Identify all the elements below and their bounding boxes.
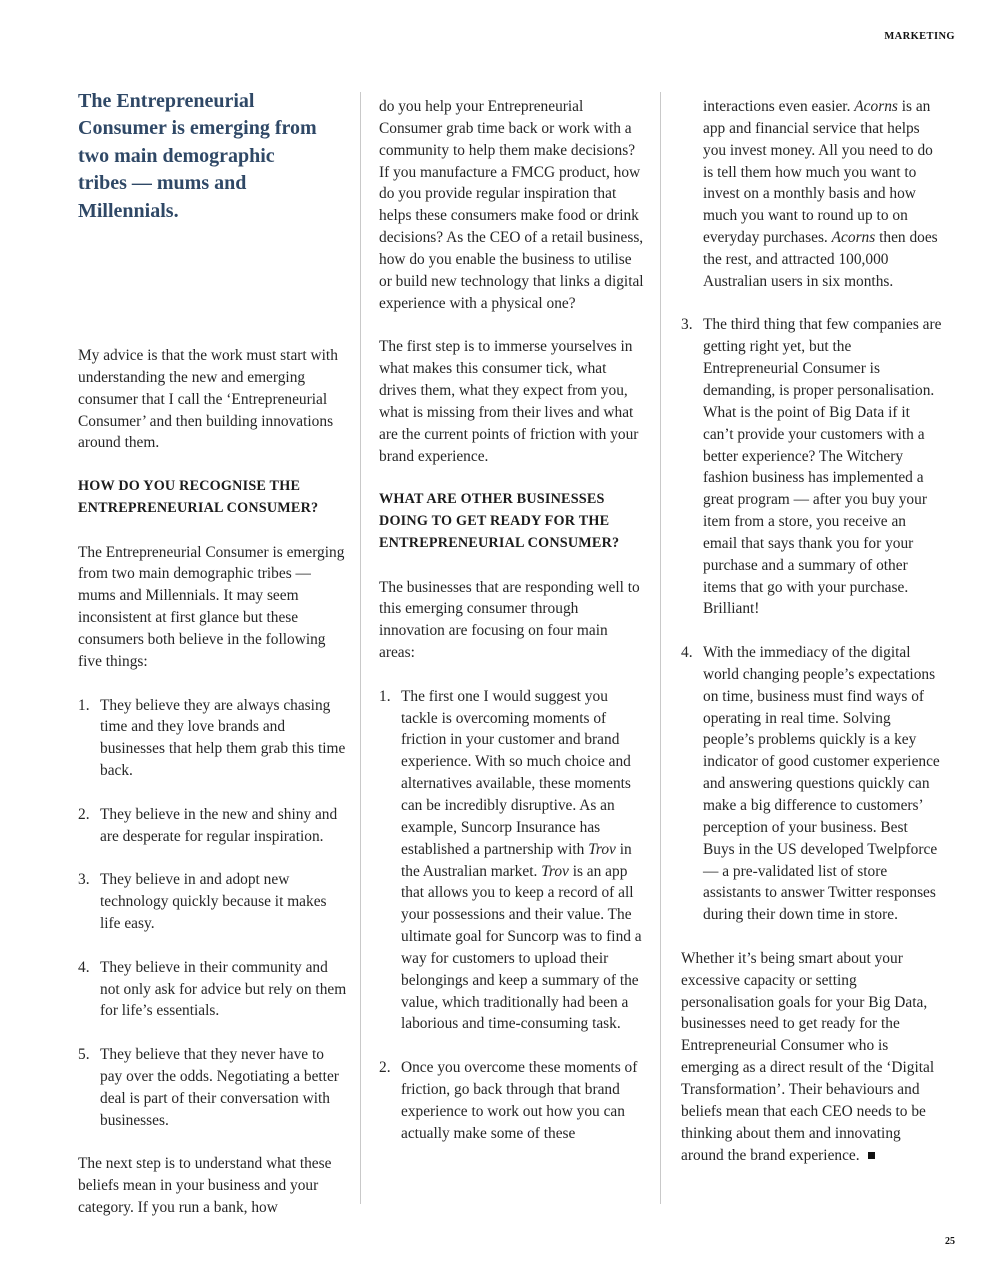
- list-item-text: They believe in and adopt new technology quickly because it makes life easy.: [100, 871, 327, 932]
- list-item: [379, 686, 647, 1036]
- body-paragraph: The next step is to understand what these beliefs mean in your business and your category. If you run a bank, how: [78, 1155, 332, 1216]
- list-number: 2.: [379, 1059, 391, 1077]
- list-item: [681, 642, 943, 926]
- list-number: 1.: [379, 687, 391, 705]
- list-item-text: With the immediacy of the digital world changing people’s expectations on time, business must find ways of operating in real time. Solving people’s problems quickly is a key indicator of good customer experience and answering questions quickly can make a big difference to customers’ perception of your business. Best Buys in the US developed Twelpforce — a pre-validated list of store assistants to answer Twitter responses during their down time in store.: [703, 644, 940, 924]
- list-item: [681, 96, 943, 293]
- article-column-3: [681, 96, 943, 1166]
- list-item: [78, 1044, 348, 1131]
- emphasis: Trov: [588, 840, 616, 858]
- closing-paragraph: [681, 948, 943, 1166]
- list-item: [78, 957, 348, 1023]
- list-item: [78, 869, 348, 935]
- emphasis: Trov: [541, 862, 569, 880]
- end-of-article-mark: [868, 1152, 875, 1159]
- page-number: 25: [945, 1236, 955, 1247]
- list-item-text: They believe in the new and shiny and are desperate for regular inspiration.: [100, 805, 338, 845]
- list-item-text: Once you overcome these moments of friction, go back through that brand experience to work out how you can actually make some of these: [401, 1059, 638, 1142]
- body-paragraph: do you help your Entrepreneurial Consumer grab time back or work with a community to help them make decisions? If you manufacture a FMCG product, how do you provide regular inspiration that helps these consumers make food or drink decisions? As the CEO of a retail business, how do you enable the business to utilise or build new technology that links a digital experience with a physical one?: [379, 98, 644, 312]
- body-paragraph: The first step is to immerse yourselves in what makes this consumer tick, what drives them, what they expect from you, what is missing from their lives and what are the current points of friction with your brand experience.: [379, 338, 639, 465]
- list-number: 2.: [78, 805, 90, 823]
- body-paragraph: The businesses that are responding well to this emerging consumer through innovation are focusing on four main areas:: [379, 578, 640, 662]
- list-number: 3.: [78, 871, 90, 889]
- list-item-text: The first one I would suggest you tackle is overcoming moments of friction in your customer and brand experience. With so much choice and alternatives available, these moments can be incredibly disruptive. As an example, Suncorp Insurance has established a partnership with Trov in the Australian market. Trov is an app that allows you to keep a record of all your possessions and their value. The ultimate goal for Suncorp was to find a way for customers to upload their belongings and keep a summary of the value, which traditionally had been a laborious and time-consuming task.: [401, 687, 642, 1033]
- list-item-text: They believe that they never have to pay over the odds. Negotiating a better deal is part of their conversation with businesses.: [100, 1046, 339, 1129]
- section-heading: WHAT ARE OTHER BUSINESSES DOING TO GET READY FOR THE ENTREPRENEURIAL CONSUMER?: [379, 491, 620, 551]
- list-number: 1.: [78, 696, 90, 714]
- column-divider: [660, 92, 661, 1204]
- list-item: [78, 804, 348, 848]
- list-number: 4.: [681, 644, 693, 662]
- section-label: MARKETING: [884, 31, 955, 42]
- list-item-text: They believe they are always chasing time and they love brands and businesses that help them grab this time back.: [100, 696, 346, 780]
- list-number: 5.: [78, 1046, 90, 1064]
- focus-areas-list: [379, 686, 647, 1145]
- section-heading: HOW DO YOU RECOGNISE THE ENTREPRENEURIAL CONSUMER?: [78, 478, 319, 516]
- list-item: [681, 314, 943, 620]
- list-number: 3.: [681, 316, 693, 334]
- emphasis: Acorns: [854, 98, 898, 115]
- list-item-text: They believe in their community and not only ask for advice but rely on them for life’s essentials.: [100, 958, 347, 1020]
- closing-text: Whether it’s being smart about your excessive capacity or setting personalisation goals for your Big Data, businesses need to get ready for the Entrepreneurial Consumer who is emerging as a direct result of the ‘Digital Transformation’. Their behaviours and beliefs mean that each CEO needs to be thinking about them and innovating around the brand experience.: [681, 949, 935, 1164]
- list-item: [78, 695, 348, 782]
- list-item-text: The third thing that few companies are getting right yet, but the Entrepreneurial Consumer is demanding, is proper personalisation. What is the point of Big Data if it can’t provide your customers with a better experience? The Witchery fashion business has implemented a great program — after you buy your item from a store, you receive an email that says thank you for your purchase and a summary of other items that go with your purchase. Brilliant!: [703, 316, 942, 618]
- article-column-1: [78, 88, 348, 1219]
- column-divider: [360, 92, 361, 1204]
- pull-quote: The Entrepreneurial Consumer is emerging from two main demographic tribes — mums and Millennials.: [78, 90, 317, 222]
- beliefs-list: [78, 695, 348, 1132]
- emphasis: Acorns: [831, 229, 876, 247]
- list-item: [379, 1057, 647, 1144]
- article-column-2: [379, 96, 647, 1145]
- intro-paragraph: My advice is that the work must start with understanding the new and emerging consumer that I call the ‘Entrepreneurial Consumer’ and then building innovations around them.: [78, 347, 338, 452]
- body-paragraph: The Entrepreneurial Consumer is emerging from two main demographic tribes — mums and Millennials. It may seem inconsistent at first glance but these consumers both believe in the following five things:: [78, 543, 345, 670]
- focus-areas-list-continued: [681, 96, 943, 926]
- list-item-text: interactions even easier. Acorns is an app and financial service that helps you invest money. All you need to do is tell them how much you want to invest on a monthly basis and how much you want to round up to on everyday purchases. Acorns then does the rest, and attracted 100,000 Australian users in six months.: [703, 98, 938, 290]
- list-number: 4.: [78, 958, 90, 976]
